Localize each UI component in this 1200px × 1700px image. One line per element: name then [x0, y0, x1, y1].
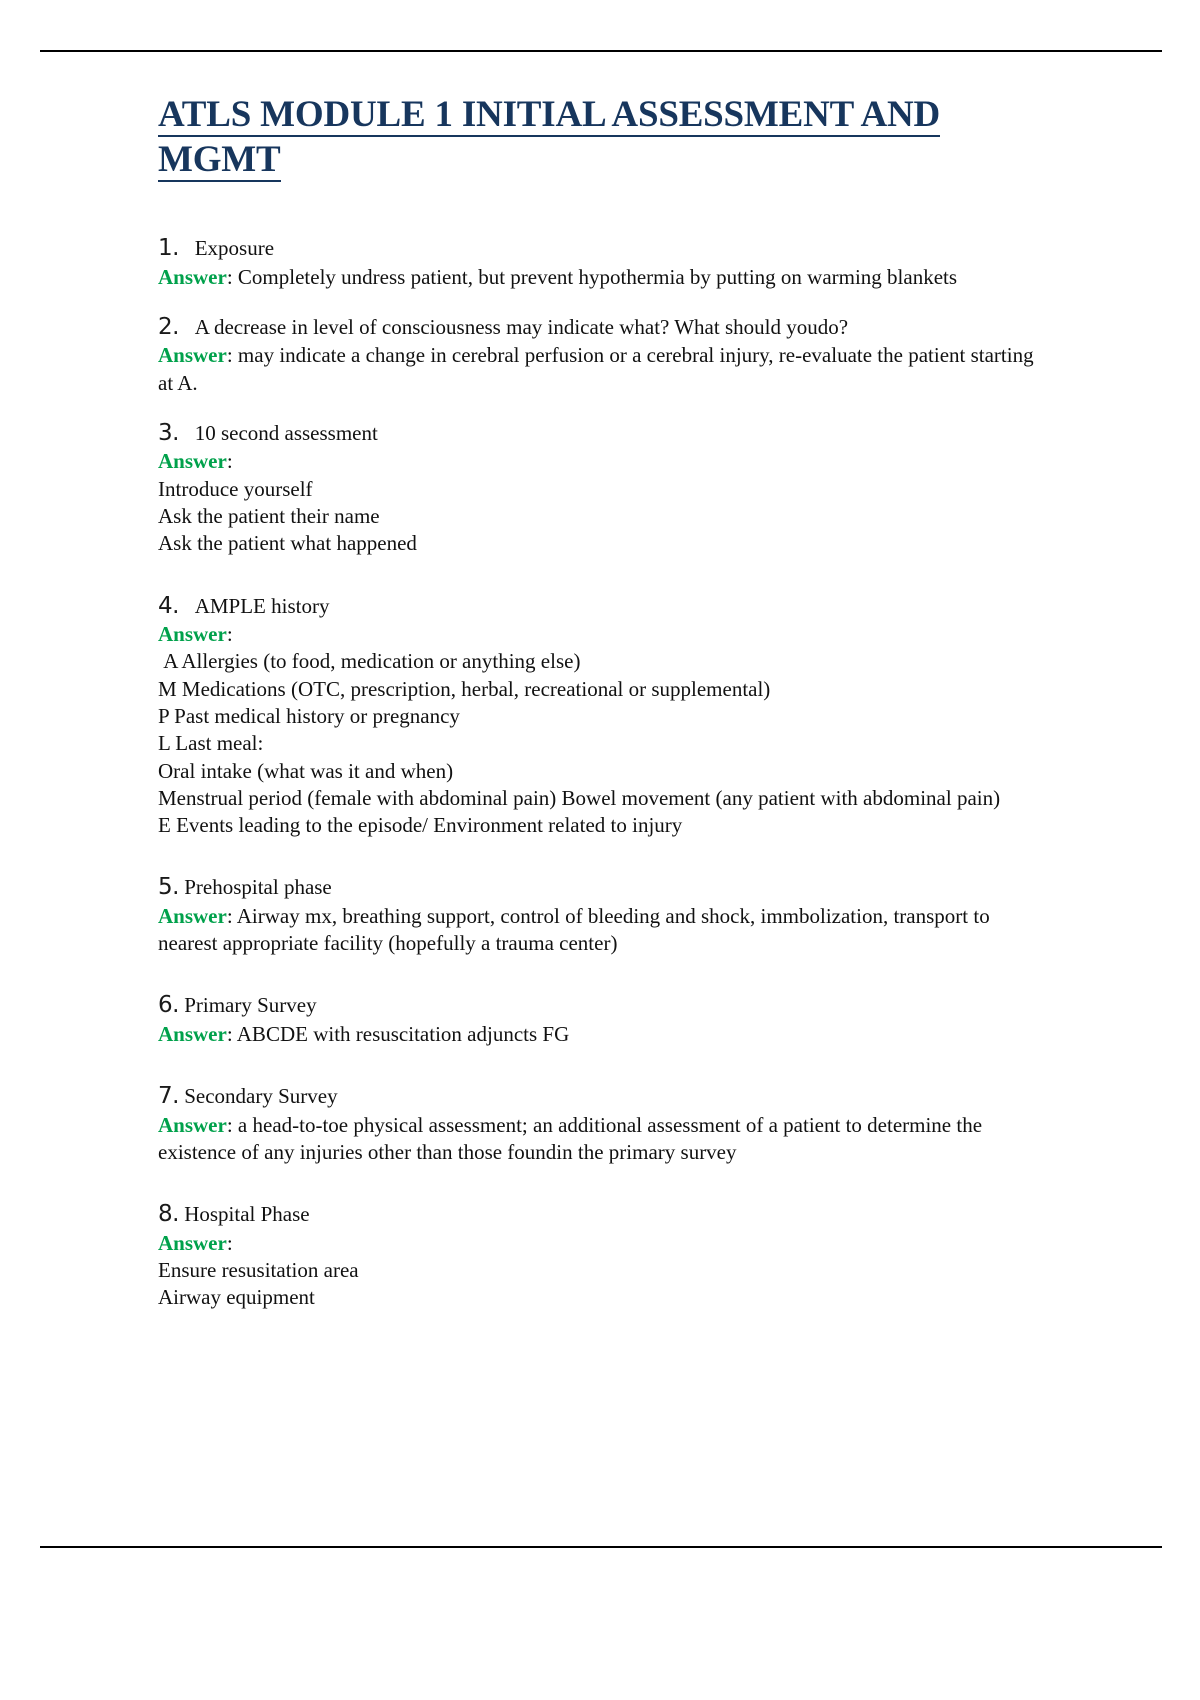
question-text: Hospital Phase	[184, 1202, 310, 1227]
question-heading	[158, 592, 1042, 621]
question-number: 4.	[158, 592, 179, 619]
question-number-spacer	[179, 236, 195, 260]
question-number: 6.	[158, 992, 179, 1019]
question-number: 1.	[158, 235, 179, 262]
question-number-spacer	[179, 421, 195, 445]
question-number-spacer	[179, 594, 195, 618]
qa-block	[158, 592, 1042, 840]
answer-subline: Ask the patient what happened	[158, 531, 417, 556]
question-text: Primary Survey	[184, 993, 317, 1018]
answer-line	[158, 1021, 1042, 1048]
footer-rule	[40, 1546, 1162, 1548]
question-heading	[158, 419, 1042, 448]
answer-subline: Airway equipment	[158, 1285, 315, 1310]
answer-separator: :	[226, 903, 237, 928]
question-number: 2.	[158, 313, 179, 340]
answer-label: Answer	[158, 622, 227, 647]
answer-subline: Oral intake (what was it and when)	[158, 758, 454, 783]
question-heading	[158, 1082, 1042, 1111]
question-text: Exposure	[194, 236, 275, 261]
answer-label: Answer	[158, 1230, 227, 1255]
qa-block	[158, 1082, 1042, 1166]
answer-text: Completely undress patient, but prevent hypothermia by putting on warming blankets	[237, 264, 958, 289]
answer-separator: :	[226, 449, 233, 474]
document-content	[158, 92, 1042, 1346]
answer-line	[158, 621, 1042, 648]
answer-line	[158, 448, 1042, 475]
answer-label: Answer	[158, 449, 227, 474]
question-heading	[158, 873, 1042, 902]
answer-separator: :	[226, 264, 238, 289]
question-heading	[158, 313, 1042, 342]
question-number: 3.	[158, 420, 179, 447]
answer-separator: :	[226, 1230, 233, 1255]
question-text: A decrease in level of consciousness may indicate what? What should youdo?	[194, 314, 849, 339]
answer-label: Answer	[158, 1021, 227, 1046]
question-number: 8.	[158, 1201, 179, 1228]
page-title-line-1: ATLS MODULE 1 INITIAL ASSESSMENT AND	[158, 94, 941, 135]
answer-subline: Introduce yourself	[158, 476, 313, 501]
answer-line	[158, 264, 1042, 291]
header-rule	[40, 50, 1162, 52]
question-answer-list	[158, 234, 1042, 1311]
question-text: Prehospital phase	[184, 875, 332, 900]
qa-block	[158, 1200, 1042, 1311]
answer-subline: Ask the patient their name	[158, 504, 380, 529]
qa-block	[158, 234, 1042, 291]
answer-line	[158, 1230, 1042, 1257]
answer-subline: Menstrual period (female with abdominal pain) Bowel movement (any patient with abdominal pain)	[158, 785, 1001, 810]
question-number-spacer	[179, 315, 195, 339]
answer-subline: E Events leading to the episode/ Environment related to injury	[158, 813, 683, 838]
qa-block	[158, 419, 1042, 558]
answer-subline: M Medications (OTC, prescription, herbal, recreational or supplemental)	[158, 676, 771, 701]
question-heading	[158, 234, 1042, 263]
qa-block	[158, 313, 1042, 397]
answer-label: Answer	[158, 903, 227, 928]
answer-line	[158, 1112, 1042, 1167]
answer-line	[158, 342, 1042, 397]
answer-text: ABCDE with resuscitation adjuncts FG	[236, 1021, 570, 1046]
answer-label: Answer	[158, 264, 227, 289]
question-text: AMPLE history	[194, 593, 330, 618]
answer-line	[158, 903, 1042, 958]
question-number: 7.	[158, 1083, 179, 1110]
page-title	[158, 92, 1042, 182]
answer-separator: :	[226, 1021, 237, 1046]
question-text: 10 second assessment	[194, 421, 378, 446]
answer-separator: :	[226, 343, 238, 368]
answer-subline: Ensure resusitation area	[158, 1257, 359, 1282]
answer-label: Answer	[158, 343, 227, 368]
question-heading	[158, 1200, 1042, 1229]
answer-subline: A Allergies (to food, medication or anything else)	[158, 649, 581, 674]
question-heading	[158, 991, 1042, 1020]
answer-separator: :	[226, 1112, 238, 1137]
answer-separator: :	[226, 622, 233, 647]
answer-subline: P Past medical history or pregnancy	[158, 703, 460, 728]
answer-text: may indicate a change in cerebral perfusion or a cerebral injury, re-evaluate the patient starting at A.	[158, 343, 1039, 395]
page-title-line-2: MGMT	[158, 139, 281, 181]
qa-block	[158, 991, 1042, 1048]
question-text: Secondary Survey	[184, 1084, 338, 1109]
answer-text: Airway mx, breathing support, control of bleeding and shock, immbolization, transport to nearest appropriate facility (hopefully a trauma center)	[158, 903, 995, 956]
question-number: 5.	[158, 874, 179, 901]
qa-block	[158, 873, 1042, 957]
answer-text: a head-to-toe physical assessment; an additional assessment of a patient to determine the existence of any injuries other than those foundin the primary survey	[158, 1112, 988, 1164]
answer-label: Answer	[158, 1112, 227, 1137]
answer-subline: L Last meal:	[158, 731, 264, 756]
